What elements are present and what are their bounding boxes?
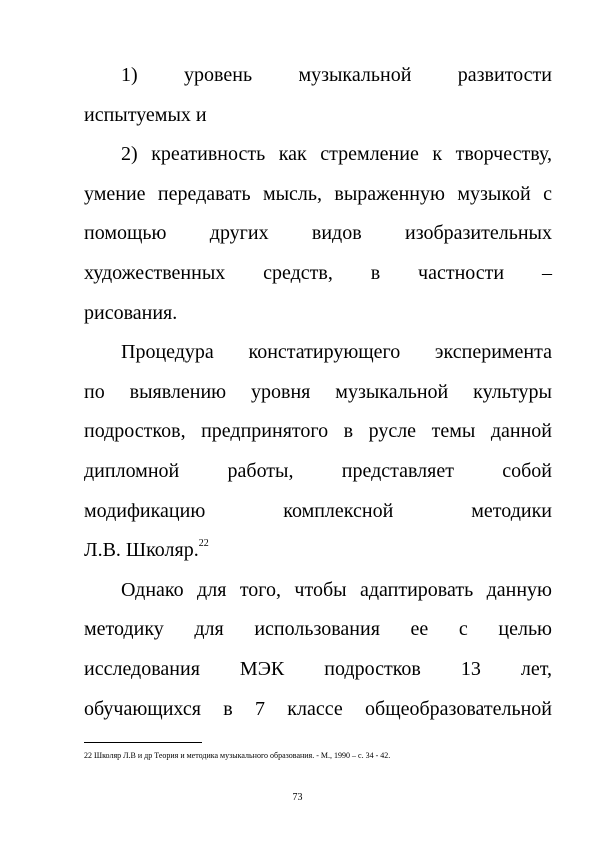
paragraph-3 — [84, 333, 552, 571]
line: 1) уровень музыкальной развитости — [121, 64, 552, 86]
paragraph-1 — [84, 56, 552, 135]
footnote-divider — [84, 742, 202, 743]
line: обучающихся в 7 классе общеобразовательной — [84, 697, 552, 720]
paragraph-4 — [84, 571, 552, 729]
page-number: 73 — [292, 792, 303, 803]
body-text — [84, 56, 552, 729]
paragraph-2 — [84, 135, 552, 333]
line: испытуемых и — [84, 103, 207, 126]
line: Однако для того, чтобы адаптировать данную — [121, 578, 552, 601]
line: дипломной работы, представляет собой — [84, 459, 552, 482]
line: умение передавать мысль, выраженную музыкой с — [84, 182, 552, 205]
line-with-note — [84, 531, 552, 571]
line-text: Л.В. Школяр. — [84, 539, 199, 562]
line: Процедура констатирующего эксперимента — [121, 341, 552, 364]
line: рисования. — [84, 301, 178, 324]
line: методику для использования ее с целью — [84, 618, 552, 641]
line: модификацию комплексной методики — [84, 499, 552, 522]
line: подростков, предпринятого в русле темы данной — [84, 420, 552, 443]
line: художественных средств, в частности – — [84, 261, 552, 284]
footnote: 22 Школяр Л.В и др Теория и методика музыкального образования. - М., 1990 – с. 34 - 42. — [84, 751, 391, 760]
footnote-ref: 22 — [198, 538, 209, 550]
line: исследования МЭК подростков 13 лет, — [84, 657, 552, 680]
line: помощью других видов изобразительных — [84, 222, 552, 245]
line: 2) креативность как стремление к творчеству, — [121, 143, 552, 166]
line: по выявлению уровня музыкальной культуры — [84, 380, 552, 403]
